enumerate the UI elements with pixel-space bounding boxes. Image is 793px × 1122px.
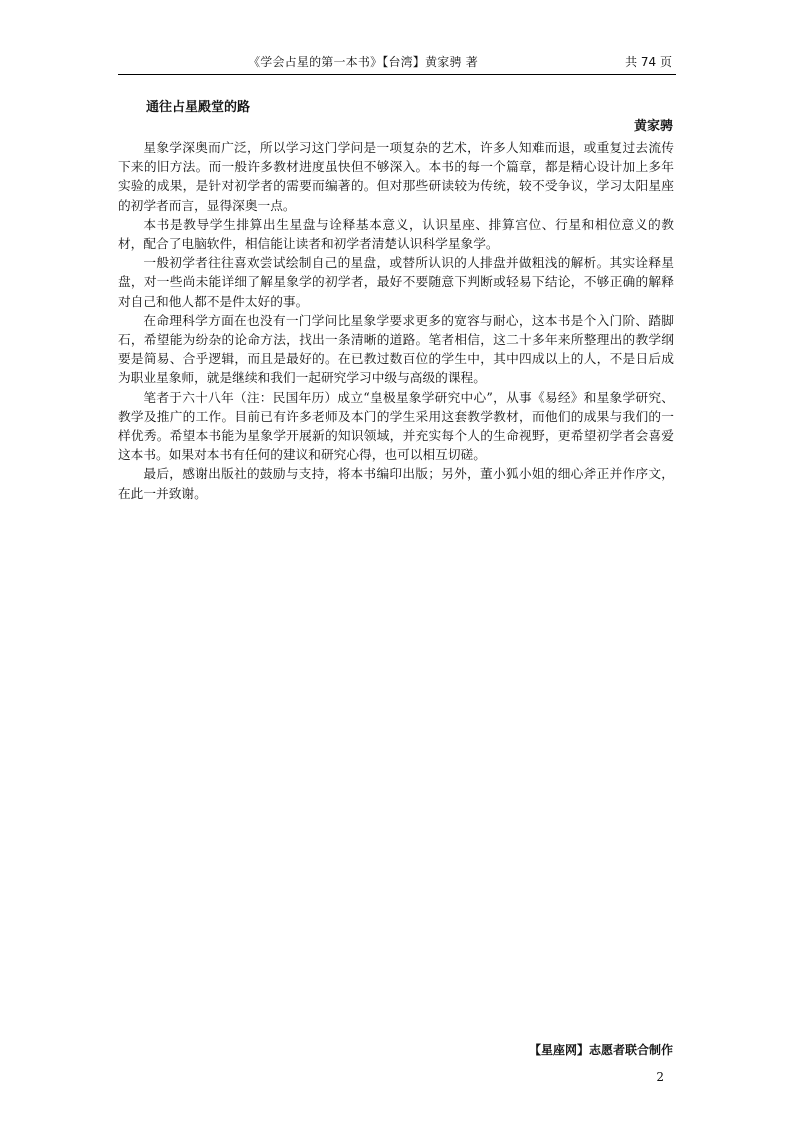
paragraph: 在命理科学方面在也没有一门学问比星象学要求更多的宽容与耐心，这本书是个入门阶、踏脚石，希望能为纷杂的论命方法，找出一条清晰的道路。笔者相信，这二十多年来所整理出的教学纲要是简易、合乎逻辑，而且是最好的。在已教过数百位的学生中，其中四成以上的人，不是日后成为职业星象师，就是继续和我们一起研究学习中级与高级的课程。 — [118, 312, 674, 386]
paragraph: 笔者于六十八年（注：民国年历）成立“皇极星象学研究中心”，从事《易经》和星象学研究、教学及推广的工作。目前已有许多老师及本门的学生采用这套教学教材，而他们的成果与我们的一样优秀。希望本书能为星象学开展新的知识领域，并充实每个人的生命视野，更希望初学者会喜爱这本书。如果对本书有任何的建议和研究心得，也可以相互切磋。 — [118, 389, 674, 463]
page-number: 2 — [656, 1070, 664, 1084]
body-text — [118, 138, 674, 503]
paragraph: 最后，感谢出版社的鼓励与支持，将本书编印出版；另外，董小狐小姐的细心斧正并作序文，在此一并致谢。 — [118, 466, 674, 501]
paragraph: 星象学深奥而广泛，所以学习这门学问是一项复杂的艺术，许多人知难而退，或重复过去流传下来的旧方法。而一般许多教材进度虽快但不够深入。本书的每一个篇章，都是精心设计加上多年实验的成果，是针对初学者的需要而编著的。但对那些研读较为传统，较不受争议，学习太阳星座的初学者而言，显得深奥一点。 — [118, 140, 674, 213]
paragraph: 本书是教导学生排算出生星盘与诠释基本意义，认识星座、排算宫位、行星和相位意义的教材，配合了电脑软件，相信能让读者和初学者清楚认识科学星象学。 — [118, 216, 674, 252]
paragraph: 一般初学者往往喜欢尝试绘制自己的星盘，或替所认识的人排盘并做粗浅的解析。其实诠释星盘，对一些尚未能详细了解星象学的初学者，最好不要随意下判断或轻易下结论，不够正确的解释对自己和他人都不是件太好的事。 — [118, 255, 674, 309]
page-header — [118, 54, 676, 75]
book-title: 《学会占星的第一本书》【台湾】黄家骋 著 — [248, 55, 478, 69]
author-name: 黄家骋 — [633, 119, 673, 134]
total-pages: 共 74 页 — [625, 55, 672, 69]
footer-credit: 【星座网】志愿者联合制作 — [528, 1043, 673, 1057]
section-title: 通往占星殿堂的路 — [146, 100, 251, 115]
